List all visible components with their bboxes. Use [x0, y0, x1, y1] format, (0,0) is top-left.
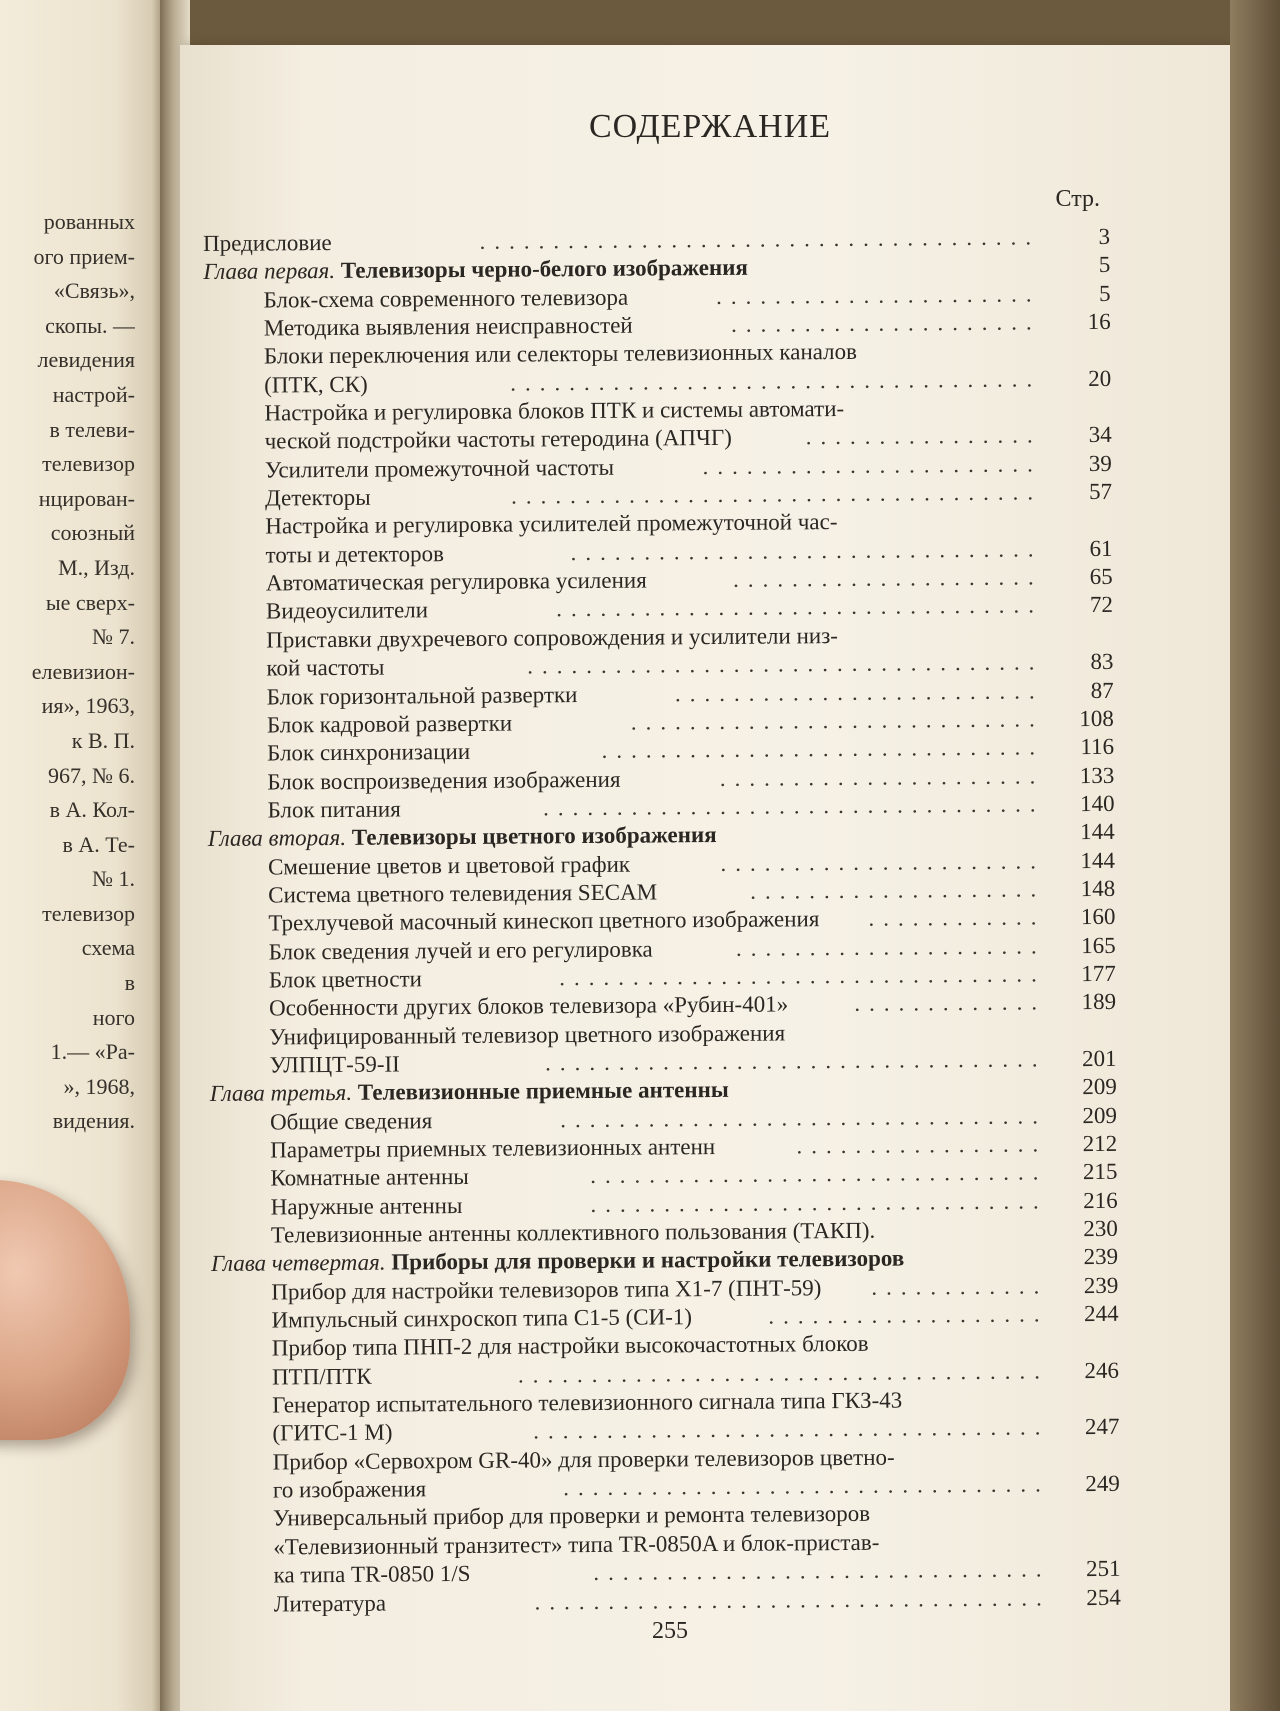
toc-entry-title: Блок-схема современного телевизора: [263, 284, 629, 313]
dot-leader: .....................: [735, 932, 1046, 961]
chapter-label: Глава третья.: [209, 1080, 353, 1107]
dot-leader: .................................: [559, 961, 1046, 991]
left-page-line: в телеви-: [49, 416, 135, 442]
left-page-text: [0, 205, 135, 1139]
left-page-line: телевизор: [42, 451, 135, 477]
left-page-line: 967, № 6.: [48, 762, 135, 788]
page-column-label: Стр.: [1055, 186, 1100, 212]
toc-entry-title: Трехлучевой масочный кинескоп цветного изображения: [268, 906, 820, 936]
left-page-line: в А. Те-: [62, 831, 135, 857]
toc-entry-title: Настройка и регулировка усилителей промежуточной час-: [265, 509, 838, 539]
toc-entry-title: Блок горизонтальной развертки: [266, 681, 578, 710]
toc-entry-title: Прибор для настройки телевизоров типа Х1-7 (ПНТ-59): [271, 1274, 822, 1305]
dot-leader: ......................: [720, 847, 1046, 876]
dot-leader: ...............................: [590, 1159, 1048, 1189]
toc-entry-title: Блок сведения лучей и его регулировка: [268, 936, 653, 965]
dot-leader: ...................................: [527, 649, 1044, 679]
toc-page-number: 249: [1085, 1470, 1120, 1497]
dot-leader: .............: [854, 989, 1047, 1017]
toc-entry-title: Блок синхронизации: [267, 739, 471, 766]
toc-page-number: 209: [1082, 1102, 1118, 1128]
chapter-label: Глава четвертая.: [211, 1249, 386, 1277]
toc-entry-title: кой частоты: [266, 654, 385, 681]
toc-page-number: 116: [1080, 734, 1115, 760]
dot-leader: .................: [796, 1131, 1048, 1159]
dot-leader: .................................: [556, 592, 1044, 622]
dot-leader: ....................................: [510, 366, 1042, 396]
toc-page-number: 20: [1088, 365, 1112, 391]
toc-page-number: 39: [1088, 450, 1112, 476]
toc-page-number: 5: [1098, 280, 1111, 306]
toc-page-number: 72: [1089, 592, 1114, 618]
dot-leader: ...................: [768, 1301, 1049, 1329]
toc-chapter-heading: [208, 821, 717, 853]
dot-leader: ....................: [750, 876, 1046, 904]
chapter-title: Телевизионные приемные антенны: [357, 1077, 729, 1106]
left-page-line: левидения: [37, 347, 135, 373]
left-page: [0, 0, 165, 1711]
page-number: 255: [652, 1618, 688, 1644]
toc-page-number: 215: [1082, 1159, 1118, 1185]
toc-page-number: 140: [1079, 790, 1115, 817]
toc-page-number: 34: [1088, 422, 1112, 448]
toc-page-number: 251: [1085, 1555, 1121, 1582]
left-page-line: телевизор: [42, 900, 135, 926]
left-page-line: елевизион-: [31, 658, 135, 684]
dot-leader: ............: [871, 1273, 1049, 1300]
left-page-line: М., Изд.: [58, 554, 135, 580]
toc-entry-title: Блок воспроизведения изображения: [267, 766, 621, 795]
toc-page-number: 239: [1083, 1272, 1119, 1298]
toc-entry-title: Автоматическая регулировка усиления: [265, 567, 647, 596]
toc-entry-title: Приставки двухречевого сопровождения и усилители низ-: [266, 622, 838, 653]
toc-entry-title: Методика выявления неисправностей: [263, 312, 633, 341]
toc-page-number: 160: [1080, 904, 1116, 930]
toc-entry-title: го изображения: [272, 1476, 427, 1503]
dot-leader: ..................................: [544, 1046, 1047, 1076]
toc-page-number: 87: [1090, 677, 1114, 703]
toc-entry-title: Система цветного телевидения SECAM: [268, 879, 658, 908]
toc-page-number: 254: [1086, 1584, 1121, 1610]
dot-leader: ....................................: [511, 479, 1043, 509]
toc-entry-title: Блок питания: [267, 796, 401, 823]
toc-entry-title: ка типа TR-0850 1/S: [273, 1561, 471, 1588]
left-page-line: схема: [81, 935, 135, 961]
toc-page-number: 239: [1083, 1244, 1119, 1270]
toc-entry-title: (ГИТС-1 М): [272, 1419, 393, 1446]
toc-entry-title: тоты и детекторов: [265, 540, 445, 568]
toc-entry-title: Прибор типа ПНП-2 для настройки высокочастотных блоков: [271, 1331, 869, 1361]
dot-leader: ................: [805, 422, 1042, 450]
toc-entry-title: Универсальный прибор для проверки и ремонта телевизоров: [273, 1501, 871, 1531]
toc-page-number: 201: [1081, 1045, 1117, 1072]
dot-leader: .........................: [674, 677, 1044, 706]
background-edge: [1230, 0, 1280, 1711]
left-page-line: № 7.: [92, 624, 135, 650]
chapter-title: Телевизоры черно-белого изображения: [340, 255, 748, 284]
toc-page-number: 209: [1082, 1074, 1117, 1100]
toc-page-number: 246: [1084, 1357, 1120, 1383]
dot-leader: .................................: [560, 1103, 1048, 1132]
dot-leader: ....................................: [517, 1358, 1050, 1388]
dot-leader: ............................: [630, 706, 1044, 735]
left-page-line: », 1968,: [63, 1073, 135, 1099]
toc-entry-title: Комнатные антенны: [270, 1164, 469, 1191]
left-page-line: скопы. —: [45, 312, 135, 338]
dot-leader: ...................................: [534, 1584, 1051, 1614]
toc-page-number: 65: [1089, 563, 1113, 590]
toc-chapter-heading: [210, 1076, 729, 1108]
left-page-line: нцирован-: [38, 485, 135, 511]
toc-page-number: 5: [1098, 252, 1111, 278]
left-page-line: видения.: [52, 1108, 135, 1134]
toc-entry-title: Усилители промежуточной частоты: [264, 454, 615, 483]
toc-entry-title: УЛПЦТ-59-II: [269, 1051, 400, 1078]
toc-entry-title: Общие сведения: [269, 1107, 433, 1135]
toc-page-number: 244: [1083, 1300, 1119, 1327]
dot-leader: ..................................: [542, 791, 1045, 821]
toc-entry-title: Телевизионные антенны коллективного пользования (ТАКП).: [270, 1217, 876, 1248]
dot-leader: ......................: [715, 281, 1041, 309]
toc-entry-title: Предисловие: [203, 229, 332, 256]
toc-entry-title: Блоки переключения или селекторы телевизионных каналов: [263, 339, 858, 369]
chapter-title: Приборы для проверки и настройки телевизоров: [391, 1245, 905, 1275]
left-page-line: ые сверх-: [45, 589, 135, 615]
toc-page-number: 61: [1089, 535, 1113, 561]
toc-entry-title: (ПТК, СК): [264, 371, 368, 398]
toc-chapter-heading: [203, 254, 748, 287]
toc-entry-title: ческой подстройки частоты гетеродина (АПЧГ): [264, 425, 732, 454]
left-page-line: ия», 1963,: [41, 693, 135, 719]
left-page-line: в: [124, 970, 135, 996]
chapter-label: Глава первая.: [203, 258, 336, 285]
left-page-line: ого прием-: [33, 243, 135, 269]
toc-entry-title: Блок цветности: [268, 966, 423, 993]
toc-entry-title: Генератор испытательного телевизионного сигнала типа ГКЗ-43: [272, 1387, 903, 1418]
toc-page-number: 3: [1098, 223, 1111, 249]
toc-page-number: 165: [1081, 932, 1116, 958]
toc-page-number: 83: [1090, 649, 1114, 675]
dot-leader: .......................: [702, 451, 1042, 479]
dot-leader: ...............................: [590, 1188, 1048, 1217]
toc-page-number: 247: [1084, 1414, 1120, 1440]
toc-entry-title: «Телевизионный транзитест» типа TR-0850A и блок-пристав-: [273, 1529, 880, 1560]
dot-leader: ......................: [719, 762, 1045, 791]
dot-leader: ...............................: [593, 1556, 1051, 1586]
toc-entry-title: Импульсный синхроскоп типа С1-5 (СИ-1): [271, 1304, 693, 1333]
toc-page-number: 212: [1082, 1130, 1118, 1157]
left-page-line: 1.— «Ра-: [50, 1039, 135, 1065]
toc-entry-title: Прибор «Сервохром GR-40» для проверки телевизоров цветно-: [272, 1444, 895, 1475]
toc-entry-title: Наружные антенны: [270, 1192, 463, 1220]
dot-leader: ................................: [570, 536, 1043, 565]
toc-page-number: 177: [1081, 960, 1116, 987]
dot-leader: .....................: [730, 309, 1041, 337]
left-page-line: рованных: [43, 209, 135, 234]
chapter-title: Телевизоры цветного изображения: [351, 822, 717, 851]
toc-entry-title: Литература: [273, 1590, 387, 1616]
table-of-contents: [203, 223, 1121, 1619]
toc-page-number: 133: [1079, 762, 1115, 788]
toc-entry-title: Настройка и регулировка блоков ПТК и системы автомати-: [264, 396, 845, 426]
left-page-line: настрой-: [52, 381, 135, 407]
toc-entry-title: Унифицированный телевизор цветного изображения: [269, 1020, 786, 1050]
chapter-label: Глава вторая.: [207, 825, 347, 852]
dot-leader: .....................: [732, 564, 1043, 592]
toc-page-number: 216: [1083, 1187, 1118, 1213]
toc-entry-title: Особенности других блоков телевизора «Рубин-401»: [269, 991, 789, 1021]
page-title: СОДЕРЖАНИЕ: [588, 108, 832, 145]
dot-leader: ..............................: [601, 734, 1045, 764]
left-page-line: «Связь»,: [53, 278, 135, 304]
toc-entry-title: Смешение цветов и цветовой график: [267, 851, 631, 880]
toc-page-number: 16: [1087, 308, 1111, 335]
toc-entry-title: Детекторы: [265, 484, 371, 511]
toc-entry-title: ПТП/ПТК: [271, 1363, 372, 1390]
toc-entry-title: Параметры приемных телевизионных антенн: [270, 1134, 716, 1163]
dot-leader: ...................................: [533, 1414, 1050, 1444]
toc-page-number: 144: [1080, 819, 1115, 845]
left-page-line: к В. П.: [71, 727, 135, 753]
dot-leader: ......................................: [479, 224, 1041, 254]
toc-page-number: 189: [1081, 989, 1117, 1015]
toc-entry-title: Блок кадровой развертки: [266, 710, 513, 738]
dot-leader: ............: [868, 904, 1046, 932]
toc-page-number: 148: [1080, 875, 1116, 902]
left-page-line: ного: [92, 1004, 135, 1030]
toc-page-number: 230: [1083, 1215, 1118, 1242]
left-page-line: № 1.: [92, 866, 135, 892]
toc-entry-title: Видеоусилители: [265, 597, 429, 624]
dot-leader: .................................: [563, 1471, 1050, 1501]
toc-page-number: 108: [1079, 705, 1114, 731]
left-page-line: в А. Кол-: [49, 797, 135, 823]
left-page-line: союзный: [50, 520, 135, 546]
toc-page-number: 144: [1080, 847, 1116, 873]
toc-page-number: 57: [1088, 478, 1113, 505]
